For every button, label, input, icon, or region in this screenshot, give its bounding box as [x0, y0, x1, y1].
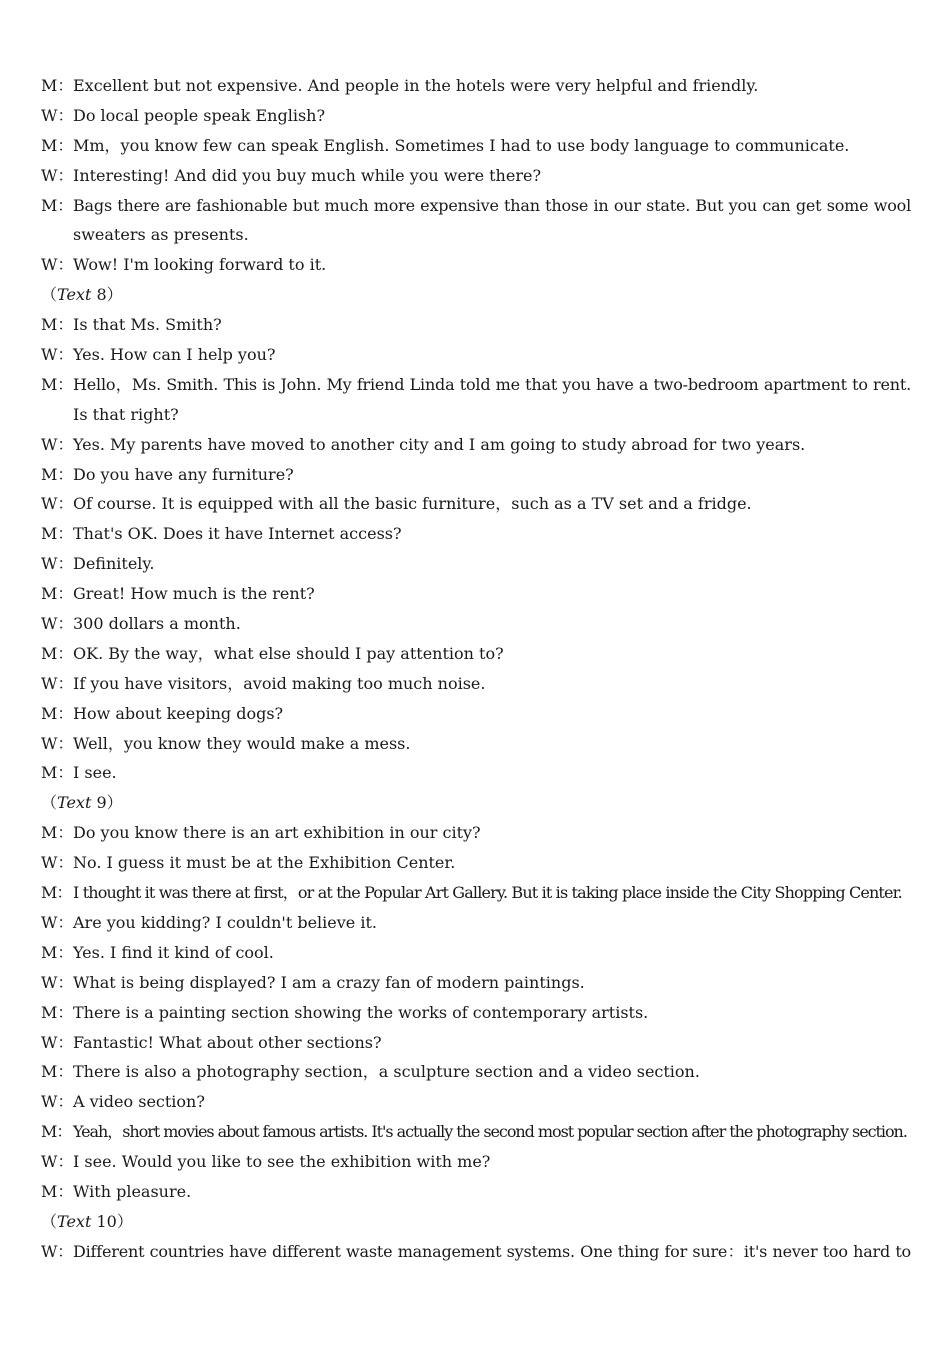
dialogue-text: Yeah，short movies about famous artists. It's actually the second most popular section after the photography section. — [73, 1122, 907, 1142]
dialogue-line — [41, 1147, 911, 1177]
header-close-paren: ） — [106, 793, 123, 813]
speaker-label: W： — [41, 1241, 74, 1261]
header-close-paren: ） — [106, 285, 123, 305]
dialogue-line — [41, 968, 911, 998]
speaker-label: W： — [41, 434, 74, 454]
speaker-label: W： — [41, 345, 74, 365]
speaker-label: W： — [41, 733, 74, 753]
dialogue-line — [41, 1177, 911, 1207]
header-open-paren: （ — [41, 793, 58, 813]
speaker-label: W： — [41, 673, 74, 693]
speaker-label: M： — [41, 195, 73, 215]
speaker-label: W： — [41, 1092, 74, 1112]
dialogue-line — [41, 370, 911, 400]
speaker-label: W： — [41, 165, 74, 185]
dialogue-text: Do you have any furniture? — [73, 464, 294, 484]
dialogue-line — [41, 131, 911, 161]
dialogue-line — [41, 579, 911, 609]
dialogue-text: Great! How much is the rent? — [73, 584, 315, 604]
dialogue-line — [41, 848, 911, 878]
header-open-paren: （ — [41, 1211, 58, 1231]
header-open-paren: （ — [41, 285, 58, 305]
dialogue-text: Yes. My parents have moved to another city and I am going to study abroad for two years. — [73, 434, 806, 454]
dialogue-text: There is also a photography section，a sculpture section and a video section. — [73, 1062, 700, 1082]
speaker-label: M： — [41, 883, 72, 903]
speaker-label: W： — [41, 912, 74, 932]
dialogue-text: Fantastic! What about other sections? — [73, 1032, 382, 1052]
dialogue-line — [41, 699, 911, 729]
dialogue-text: I see. Would you like to see the exhibition with me? — [73, 1152, 491, 1172]
dialogue-text: Hello，Ms. Smith. This is John. My friend Linda told me that you have a two-bedroom apartment to rent. — [73, 374, 911, 394]
dialogue-text: I see. — [73, 763, 117, 783]
header-label: Text — [57, 1211, 92, 1231]
dialogue-text: sweaters as presents. — [73, 225, 249, 245]
dialogue-text: OK. By the way，what else should I pay attention to? — [73, 643, 504, 663]
speaker-label: M： — [41, 374, 73, 394]
dialogue-line — [41, 609, 911, 639]
dialogue-text: Yes. I find it kind of cool. — [73, 942, 274, 962]
speaker-label: M： — [41, 524, 74, 544]
speaker-label: W： — [41, 972, 74, 992]
dialogue-line — [41, 1057, 911, 1087]
speaker-label: W： — [41, 614, 74, 634]
header-number: 9 — [91, 793, 107, 813]
speaker-label: W： — [41, 554, 74, 574]
dialogue-text: A video section? — [73, 1092, 205, 1112]
dialogue-line — [41, 1087, 911, 1117]
speaker-label: M： — [41, 135, 74, 155]
text-section-header — [41, 1207, 911, 1237]
dialogue-line — [41, 878, 911, 908]
dialogue-text: Do you know there is an art exhibition in our city? — [73, 823, 481, 843]
dialogue-line — [41, 71, 911, 101]
speaker-label: M： — [41, 1002, 74, 1022]
dialogue-continuation — [41, 220, 911, 250]
dialogue-line — [41, 250, 911, 280]
dialogue-line — [41, 998, 911, 1028]
dialogue-line — [41, 818, 911, 848]
dialogue-text: That's OK. Does it have Internet access? — [73, 524, 402, 544]
dialogue-text: Do local people speak English? — [73, 105, 326, 125]
dialogue-text: Are you kidding? I couldn't believe it. — [73, 912, 377, 932]
header-label: Text — [57, 793, 92, 813]
speaker-label: M： — [41, 1122, 72, 1142]
dialogue-text: If you have visitors，avoid making too much noise. — [73, 673, 486, 693]
dialogue-text: Definitely. — [73, 554, 155, 574]
dialogue-text: What is being displayed? I am a crazy fan of modern paintings. — [73, 972, 585, 992]
header-close-paren: ） — [116, 1211, 133, 1231]
dialogue-text: No. I guess it must be at the Exhibition Center. — [73, 853, 456, 873]
dialogue-line — [41, 729, 911, 759]
header-number: 8 — [91, 285, 107, 305]
dialogue-text: With pleasure. — [73, 1181, 192, 1201]
speaker-label: M： — [41, 763, 74, 783]
speaker-label: M： — [41, 942, 74, 962]
dialogue-text: How about keeping dogs? — [73, 703, 284, 723]
speaker-label: M： — [41, 643, 74, 663]
dialogue-line — [41, 639, 911, 669]
dialogue-line — [41, 489, 911, 519]
dialogue-line — [41, 310, 911, 340]
speaker-label: M： — [41, 823, 74, 843]
dialogue-line — [41, 758, 911, 788]
transcript-page — [41, 71, 911, 1267]
dialogue-line — [41, 161, 911, 191]
dialogue-line — [41, 1028, 911, 1058]
speaker-label: M： — [41, 1181, 74, 1201]
speaker-label: W： — [41, 1032, 74, 1052]
header-label: Text — [57, 285, 92, 305]
dialogue-text: Interesting! And did you buy much while you were there? — [73, 165, 542, 185]
dialogue-text: Well，you know they would make a mess. — [73, 733, 411, 753]
dialogue-text: Is that right? — [73, 404, 179, 424]
text-section-header — [41, 280, 911, 310]
dialogue-line — [41, 1237, 911, 1267]
dialogue-text: Mm，you know few can speak English. Sometimes I had to use body language to communicate. — [73, 135, 850, 155]
speaker-label: W： — [41, 1152, 74, 1172]
dialogue-line — [41, 340, 911, 370]
speaker-label: W： — [41, 105, 74, 125]
dialogue-line — [41, 1117, 911, 1147]
header-number: 10 — [91, 1211, 117, 1231]
dialogue-line — [41, 460, 911, 490]
dialogue-line — [41, 549, 911, 579]
dialogue-line — [41, 938, 911, 968]
dialogue-text: Of course. It is equipped with all the basic furniture，such as a TV set and a fridge. — [73, 494, 752, 514]
dialogue-line — [41, 191, 911, 221]
speaker-label: W： — [41, 494, 74, 514]
dialogue-line — [41, 101, 911, 131]
dialogue-text: Bags there are fashionable but much more expensive than those in our state. But you can get some wool — [73, 195, 911, 215]
speaker-label: W： — [41, 255, 74, 275]
speaker-label: M： — [41, 1062, 74, 1082]
dialogue-text: Different countries have different waste management systems. One thing for sure：it's never too hard to — [73, 1241, 911, 1261]
speaker-label: M： — [41, 76, 74, 95]
speaker-label: M： — [41, 703, 74, 723]
dialogue-line — [41, 430, 911, 460]
dialogue-text: Wow! I'm looking forward to it. — [73, 255, 327, 275]
dialogue-text: Is that Ms. Smith? — [73, 315, 222, 335]
speaker-label: M： — [41, 584, 74, 604]
speaker-label: M： — [41, 315, 74, 335]
dialogue-line — [41, 669, 911, 699]
dialogue-text: Yes. How can I help you? — [73, 345, 276, 365]
dialogue-text: I thought it was there at first，or at the Popular Art Gallery. But it is taking place inside the City Shopping Center. — [73, 883, 902, 903]
speaker-label: M： — [41, 464, 74, 484]
dialogue-continuation — [41, 400, 911, 430]
text-section-header — [41, 788, 911, 818]
speaker-label: W： — [41, 853, 74, 873]
dialogue-line — [41, 519, 911, 549]
dialogue-text: There is a painting section showing the works of contemporary artists. — [73, 1002, 649, 1022]
dialogue-text: Excellent but not expensive. And people in the hotels were very helpful and friendly. — [73, 76, 759, 95]
dialogue-text: 300 dollars a month. — [73, 614, 241, 634]
dialogue-line — [41, 908, 911, 938]
